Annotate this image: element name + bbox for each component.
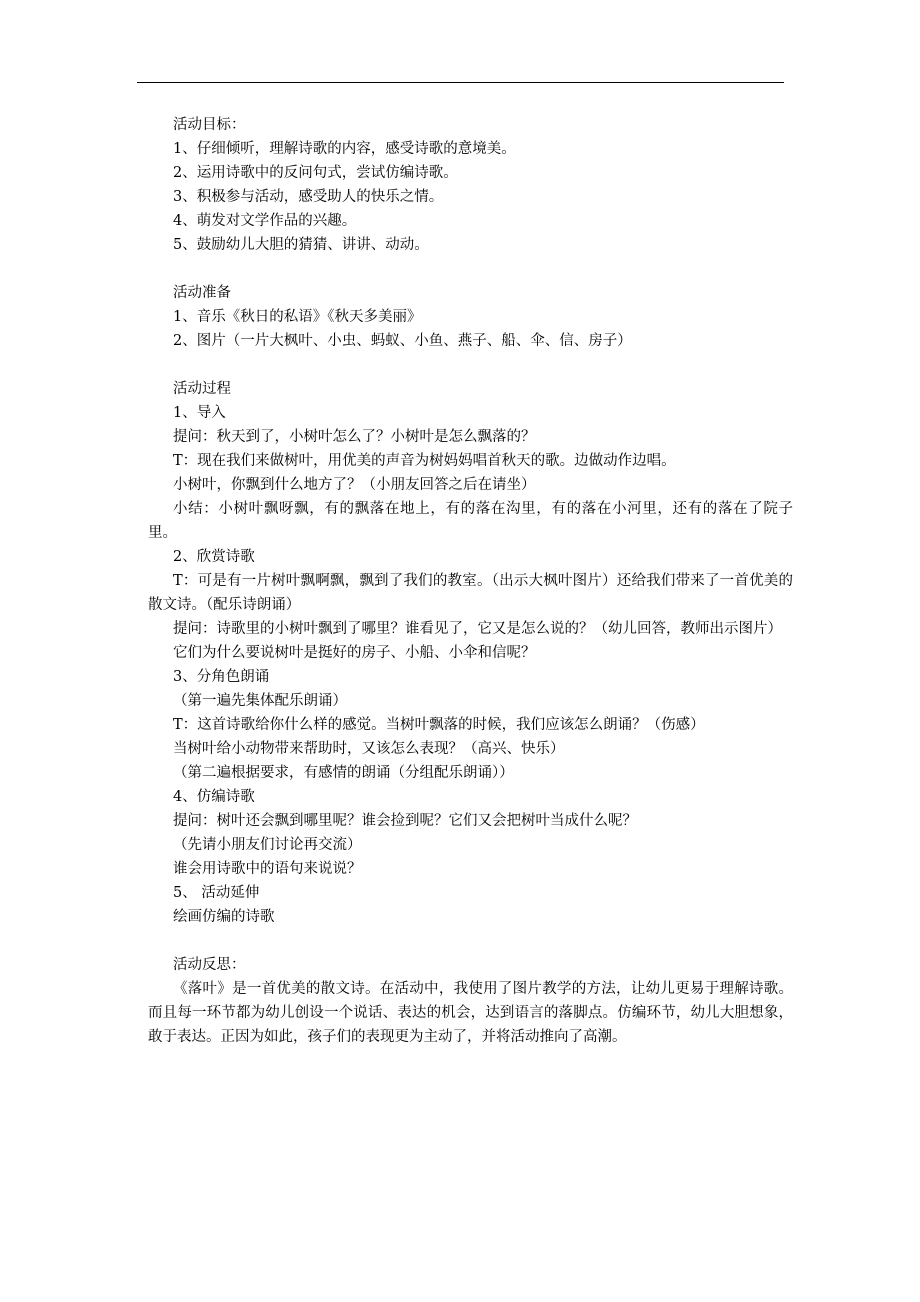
step-1-teacher-2: 小树叶，你飘到什么地方了？（小朋友回答之后在请坐） (173, 477, 536, 493)
step-2-teacher: T：可是有一片树叶飘啊飘，飘到了我们的教室。（出示大枫叶图片）还给我们带来了一首优美的散文诗。（配乐诗朗诵） (148, 573, 793, 613)
prep-item: 2、图片（一片大枫叶、小虫、蚂蚁、小鱼、燕子、船、伞、信、房子） (173, 333, 632, 349)
step-3-title: 3、分角色朗诵 (173, 669, 270, 685)
goal-item: 4、萌发对文学作品的兴趣。 (173, 213, 357, 229)
header-rule (137, 82, 784, 83)
prep-item: 1、音乐《秋日的私语》《秋天多美丽》 (173, 309, 422, 325)
step-1-summary: 小结：小树叶飘呀飘，有的飘落在地上，有的落在沟里，有的落在小河里，还有的落在了院子里。 (148, 501, 793, 541)
step-3-note-3: （第二遍根据要求，有感情的朗诵（分组配乐朗诵）） (173, 765, 514, 781)
step-3-teacher: T：这首诗歌给你什么样的感觉。当树叶飘落的时候，我们应该怎么朗诵？（伤感） (173, 717, 705, 733)
step-3-note-2: 当树叶给小动物带来帮助时，又该怎么表现？（高兴、快乐） (173, 741, 565, 757)
step-2-question-2: 它们为什么要说树叶是挺好的房子、小船、小伞和信呢？ (173, 645, 536, 661)
step-1-question: 提问：秋天到了，小树叶怎么了？小树叶是怎么飘落的？ (173, 429, 536, 445)
process-heading: 活动过程 (173, 381, 231, 397)
goal-item: 2、运用诗歌中的反问句式，尝试仿编诗歌。 (173, 165, 458, 181)
goal-item: 3、积极参与活动，感受助人的快乐之情。 (173, 189, 444, 205)
step-4-note-2: 谁会用诗歌中的语句来说说？ (173, 861, 362, 877)
step-2-question: 提问：诗歌里的小树叶飘到了哪里？谁看见了，它又是怎么说的？（幼儿回答，教师出示图片） (173, 621, 782, 637)
step-4-question: 提问：树叶还会飘到哪里呢？谁会捡到呢？它们又会把树叶当成什么呢？ (173, 813, 637, 829)
reflection-text: 《落叶》是一首优美的散文诗。在活动中，我使用了图片教学的方法，让幼儿更易于理解诗歌。而且每一环节都为幼儿创设一个说话、表达的机会，达到语言的落脚点。仿编环节，幼儿大胆想象，敢于表达。正因为如此，孩子们的表现更为主动了，并将活动推向了高潮。 (148, 981, 793, 1045)
prep-heading: 活动准备 (173, 285, 231, 301)
step-5-note: 绘画仿编的诗歌 (173, 909, 275, 925)
step-4-note-1: （先请小朋友们讨论再交流） (173, 837, 362, 853)
step-1-title: 1、导入 (173, 405, 226, 421)
step-4-title: 4、仿编诗歌 (173, 789, 255, 805)
reflection-heading: 活动反思： (173, 957, 246, 973)
step-3-note-1: （第一遍先集体配乐朗诵） (173, 693, 347, 709)
goal-item: 1、仔细倾听，理解诗歌的内容，感受诗歌的意境美。 (173, 141, 516, 157)
document-body (148, 113, 793, 1049)
step-5-title: 5、 活动延伸 (173, 885, 260, 901)
goals-heading: 活动目标： (173, 117, 246, 133)
goal-item: 5、鼓励幼儿大胆的猜猜、讲讲、动动。 (173, 237, 429, 253)
step-2-title: 2、欣赏诗歌 (173, 549, 255, 565)
step-1-teacher: T：现在我们来做树叶，用优美的声音为树妈妈唱首秋天的歌。边做动作边唱。 (173, 453, 676, 469)
